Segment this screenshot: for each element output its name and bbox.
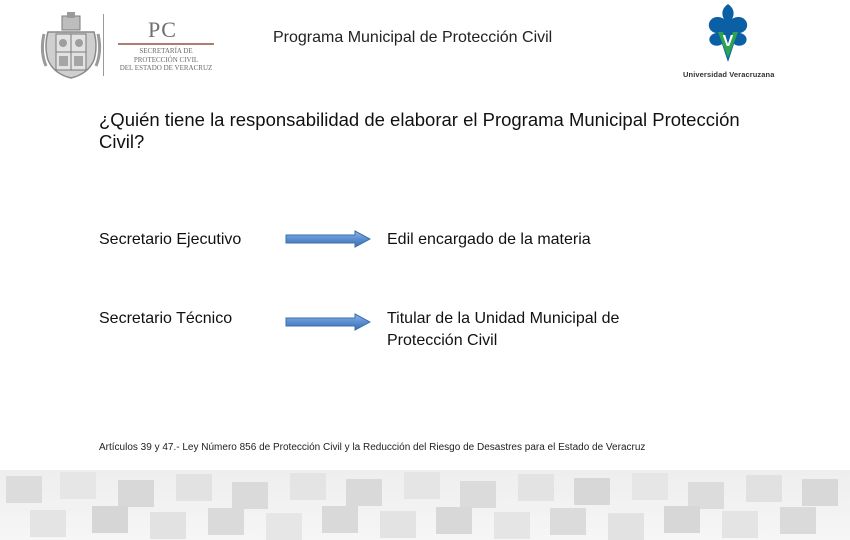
footnote-legal-reference: Artículos 39 y 47.- Ley Número 856 de Protección Civil y la Reducción del Riesgo de Desastres para el Estado de Veracruz	[99, 442, 646, 453]
logo-divider	[103, 14, 104, 76]
holder-label-technical: Titular de la Unidad Municipal de Protección Civil	[387, 310, 620, 349]
university-logo-letter: V	[722, 33, 734, 50]
pc-logo-line: SECRETARÍA DE	[139, 47, 193, 55]
decorative-footer-band	[0, 470, 850, 540]
arrow-right-icon	[285, 313, 371, 331]
role-label-executive: Secretario Ejecutivo	[99, 231, 242, 248]
pc-logo-line: DEL ESTADO DE VERACRUZ	[119, 64, 213, 73]
state-seal-logo	[40, 12, 102, 80]
question-heading: ¿Quién tiene la responsabilidad de elaborar el Programa Municipal Protección Civil?	[99, 109, 740, 152]
arrow-right-icon	[285, 230, 371, 248]
pc-logo-lines	[114, 47, 218, 73]
pc-logo-line: PROTECCIÓN CIVIL	[133, 55, 199, 64]
header-title: Programa Municipal de Protección Civil	[273, 29, 553, 46]
pc-logo-rule	[118, 43, 214, 45]
university-logo	[700, 2, 756, 68]
university-caption: Universidad Veracruzana	[683, 70, 775, 79]
role-label-technical: Secretario Técnico	[99, 310, 233, 327]
pc-logo-mark: PC	[148, 17, 177, 42]
holder-label-executive: Edil encargado de la materia	[387, 231, 591, 248]
